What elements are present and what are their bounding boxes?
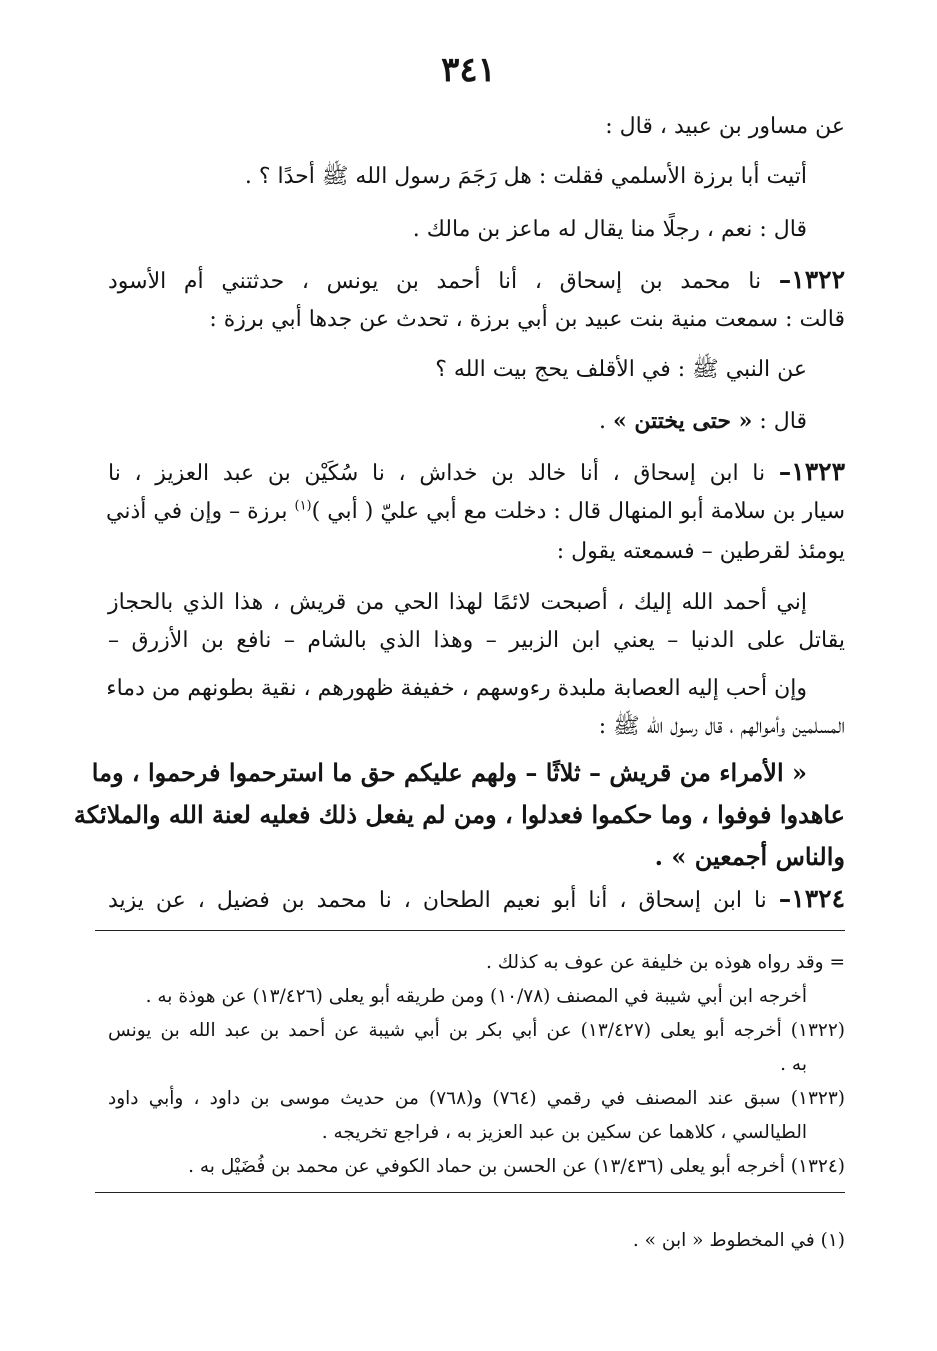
period: .: [598, 409, 606, 434]
note-line: (١٣٢٢) أخرجه أبو يعلى (١٣/٤٢٧) عن أبي بكر بن أبي شيبة عن أحمد بن عبد الله بن يونس: [108, 1020, 845, 1041]
prophetic-saying-line: [108, 840, 845, 874]
text-line: قال : نعم ، رجلًا منا يقال له ماعز بن مالك .: [412, 217, 807, 242]
note-line: = وقد رواه هوذه بن خليفة عن عوف به كذلك .: [486, 952, 845, 973]
footnote: (١) في المخطوط « ابن » .: [632, 1230, 845, 1251]
text-line: قالت : سمعت منية بنت عبيد بن أبي برزة ، تحدث عن جدها أبي برزة :: [209, 307, 845, 332]
hadith-isnad: نا ابن إسحاق ، أنا خالد بن خداش ، نا سُكَيْن بن عبد العزيز ، نا: [108, 461, 766, 486]
text-line: [108, 404, 807, 438]
text-line: إني أحمد الله إليك ، أصبحت لائمًا لهذا الحي من قريش ، هذا الذي بالحجاز: [108, 590, 807, 615]
prophetic-saying: « حتى يختتن »: [612, 408, 753, 434]
note-line: (١٣٢٣) سبق عند المصنف في رقمي (٧٦٤) و(٧٦٨) من حديث موسى بن داود ، وأبي داود: [108, 1088, 845, 1109]
hadith-1323-line: [108, 455, 845, 489]
hadith-number: ١٣٢٣–: [778, 457, 846, 486]
note-line: (١٣٢٤) أخرجه أبو يعلى (١٣/٤٣٦) عن الحسن بن حماد الكوفي عن محمد بن فُضَيْل به .: [188, 1156, 845, 1177]
footnote-divider: [95, 1192, 845, 1193]
quote-intro: قال :: [759, 409, 807, 434]
text-line: يقاتل على الدنيا – يعني ابن الزبير – وهذا الذي بالشام – نافع بن الأزرق –: [108, 628, 845, 653]
hadith-1324-line: [108, 882, 845, 916]
text-line: يومئذ لقرطين – فسمعته يقول :: [556, 539, 845, 564]
text-line: وإن أحب إليه العصابة ملبدة رءوسهم ، خفيفة ظهورهم ، نقية بطونهم من دماء: [106, 676, 807, 701]
prophetic-saying-line: « الأمراء من قريش – ثلاثًا – ولهم عليكم حق ما استرحموا فرحموا ، وما: [91, 758, 807, 787]
prophetic-saying-line: عاهدوا فوفوا ، وما حكموا فعدلوا ، ومن لم يفعل ذلك فعليه لعنة الله والملائكة: [73, 800, 845, 829]
text-segment: سيار بن سلامة أبو المنهال قال : دخلت مع أبي عليّ ( أبي ): [311, 499, 845, 524]
text-line: عن النبي ﷺ : في الأقلف يحج بيت الله ؟: [435, 357, 807, 382]
text-segment: برزة – وإن في أذني: [105, 499, 288, 524]
text-line: أتيت أبا برزة الأسلمي فقلت : هل رَجَمَ رسول الله ﷺ أحدًا ؟ .: [244, 164, 807, 189]
text-line: المسلمين وأموالهم ، قال رسول الله ﷺ :: [598, 714, 845, 739]
hadith-1322-line: [108, 263, 845, 297]
hadith-isnad: نا ابن إسحاق ، أنا أبو نعيم الطحان ، نا محمد بن فضيل ، عن يزيد: [108, 888, 767, 913]
text-line: [105, 495, 845, 529]
hadith-number: ١٣٢٢–: [778, 265, 846, 294]
note-line: الطيالسي ، كلاهما عن سكين بن عبد العزيز به ، فراجع تخريجه .: [321, 1122, 807, 1143]
hadith-number: ١٣٢٤–: [778, 884, 846, 913]
note-line: أخرجه ابن أبي شيبة في المصنف (١٠/٧٨) ومن طريقه أبو يعلى (١٣/٤٢٦) عن هوذة به .: [145, 986, 807, 1007]
period: .: [654, 842, 664, 871]
note-line: به .: [780, 1054, 807, 1075]
hadith-isnad: نا محمد بن إسحاق ، أنا أحمد بن يونس ، حدثتني أم الأسود: [108, 269, 762, 294]
notes-divider: [95, 930, 845, 931]
footnote-marker: (١): [294, 498, 312, 514]
text-line: عن مساور بن عبيد ، قال :: [605, 114, 845, 139]
page-number: ٣٤١: [441, 50, 496, 90]
text-segment: والناس أجمعين »: [671, 842, 845, 871]
